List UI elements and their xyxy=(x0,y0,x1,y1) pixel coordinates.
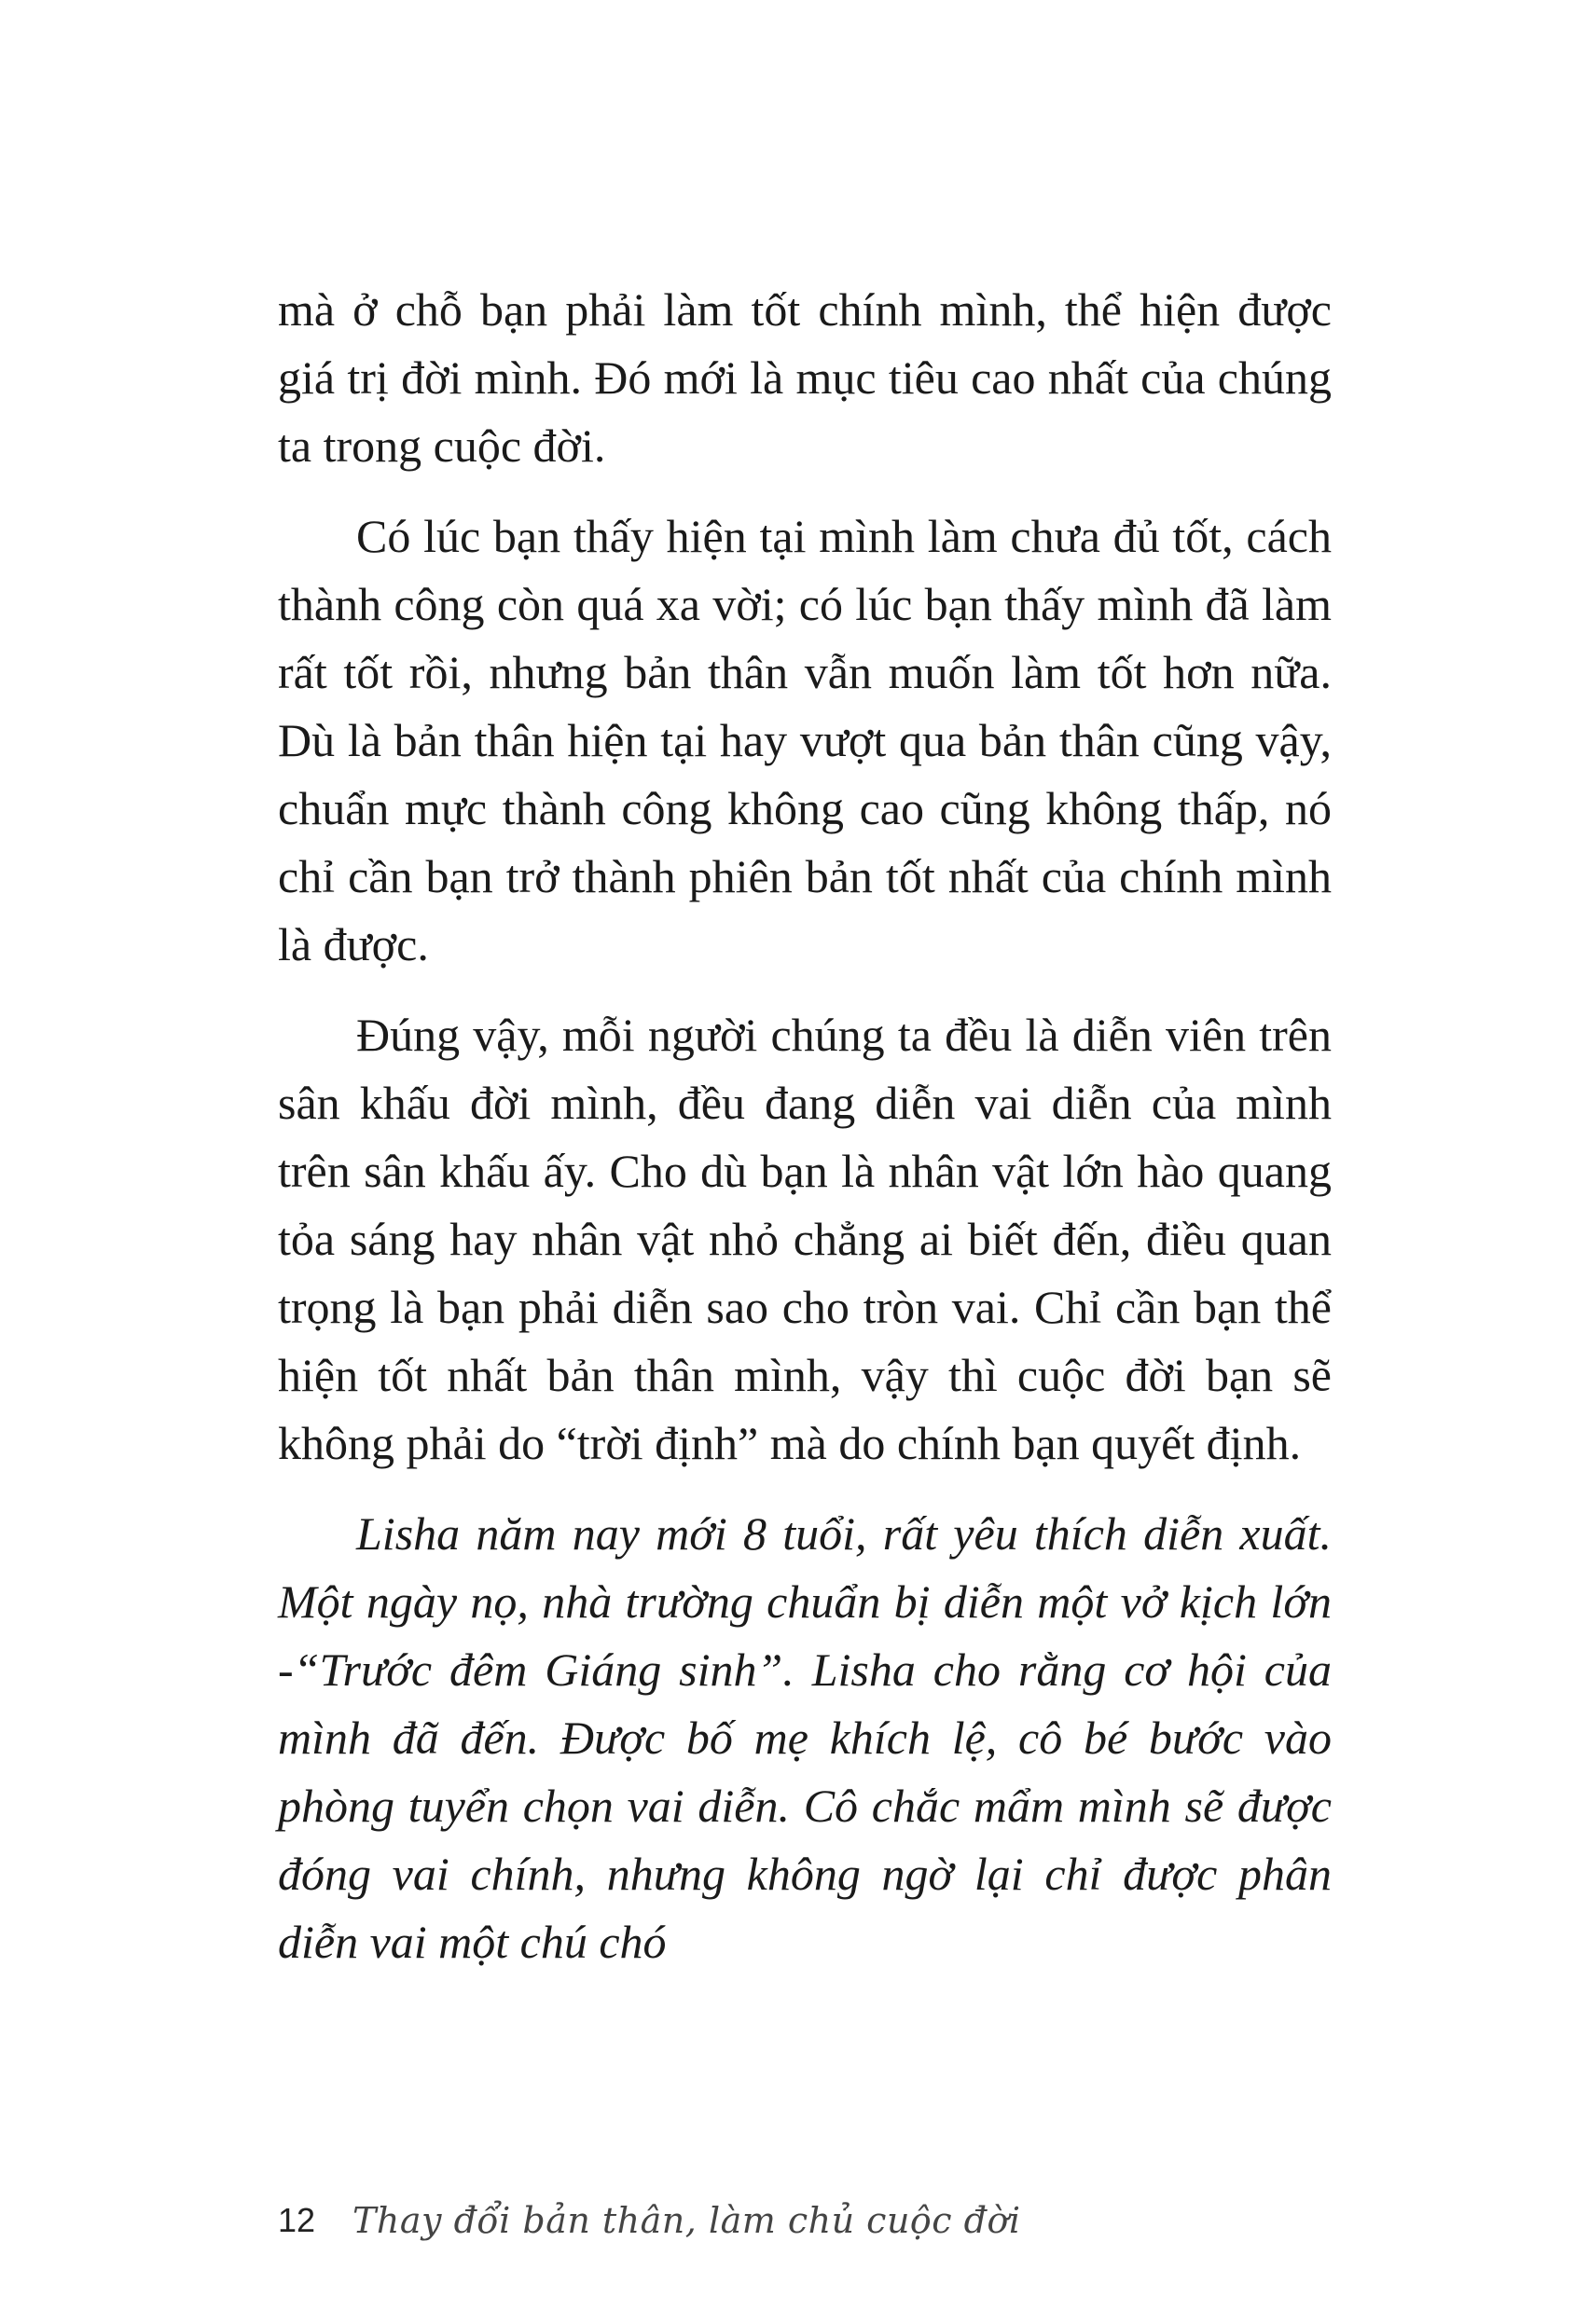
body-text xyxy=(278,276,1332,1976)
page-number: 12 xyxy=(278,2201,316,2239)
paragraph-3: Đúng vậy, mỗi người chúng ta đều là diễn viên trên sân khấu đời mình, đều đang diễn vai diễn của mình trên sân khấu ấy. Cho dù bạn là nhân vật lớn hào quang tỏa sáng hay nhân vật nhỏ chẳng ai biết đến, điều quan trọng là bạn phải diễn sao cho tròn vai. Chỉ cần bạn thể hiện tốt nhất bản thân mình, vậy thì cuộc đời bạn sẽ không phải do “trời định” mà do chính bạn quyết định. xyxy=(278,1009,1332,1469)
paragraph-4-story: Lisha năm nay mới 8 tuổi, rất yêu thích diễn xuất. Một ngày nọ, nhà trường chuẩn bị diễn một vở kịch lớn -“Trước đêm Giáng sinh”. Lisha cho rằng cơ hội của mình đã đến. Được bố mẹ khích lệ, cô bé bước vào phòng tuyển chọn vai diễn. Cô chắc mẩm mình sẽ được đóng vai chính, nhưng không ngờ lại chỉ được phân diễn vai một chú chó xyxy=(278,1507,1332,1968)
paragraph-2: Có lúc bạn thấy hiện tại mình làm chưa đủ tốt, cách thành công còn quá xa vời; có lúc bạn thấy mình đã làm rất tốt rồi, nhưng bản thân vẫn muốn làm tốt hơn nữa. Dù là bản thân hiện tại hay vượt qua bản thân cũng vậy, chuẩn mực thành công không cao cũng không thấp, nó chỉ cần bạn trở thành phiên bản tốt nhất của chính mình là được. xyxy=(278,510,1332,970)
running-title: Thay đổi bản thân, làm chủ cuộc đời xyxy=(352,2200,1021,2241)
page-footer xyxy=(278,2193,1021,2248)
paragraph-1: mà ở chỗ bạn phải làm tốt chính mình, thể hiện được giá trị đời mình. Đó mới là mục tiêu cao nhất của chúng ta trong cuộc đời. xyxy=(278,283,1332,472)
